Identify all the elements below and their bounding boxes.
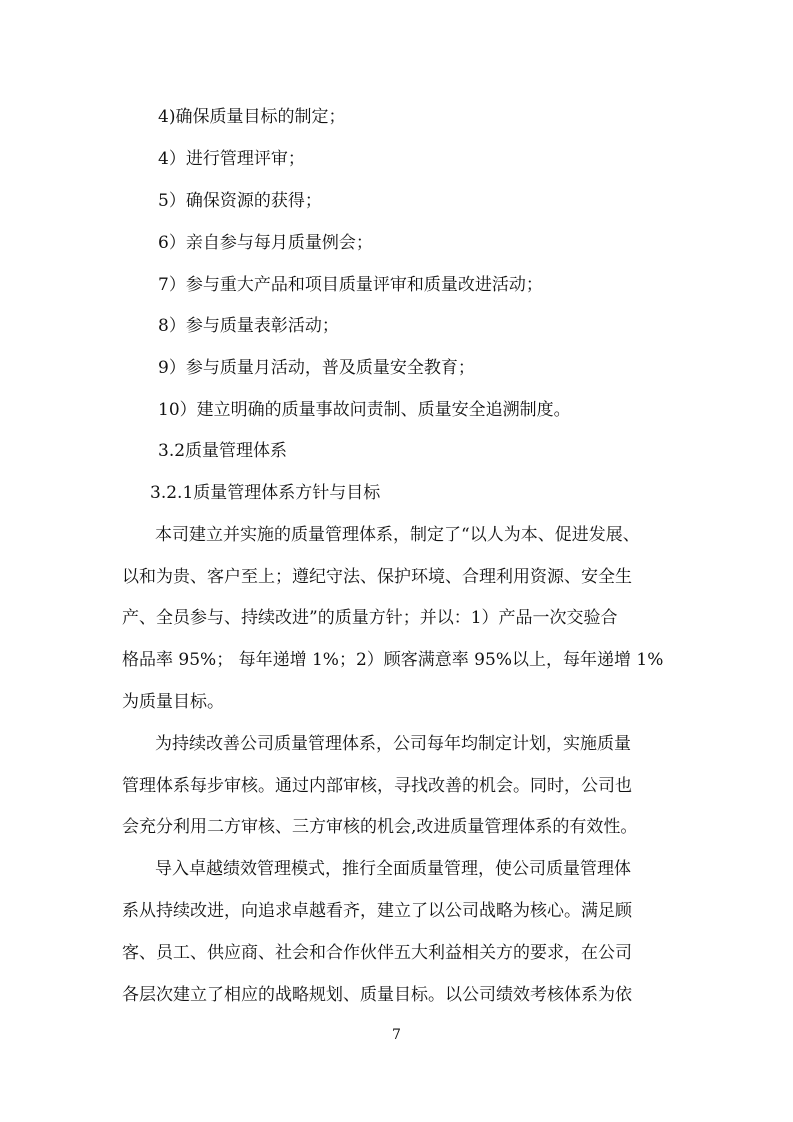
paragraph-2-line-3: 会充分利用二方审核、三方审核的机会,改进质量管理体系的有效性。 [122,817,638,837]
paragraph-3-line-3: 客、员工、供应商、社会和合作伙伴五大利益相关方的要求，在公司 [122,943,632,963]
list-item-2: 4）进行管理评审； [158,149,305,169]
paragraph-1-line-5: 为质量目标。 [122,692,224,712]
paragraph-2-line-1: 为持续改善公司质量管理体系，公司每年均制定计划，实施质量 [155,734,631,754]
paragraph-3-line-4: 各层次建立了相应的战略规划、质量目标。以公司绩效考核体系为依 [122,985,632,1005]
list-item-3: 5）确保资源的获得； [158,191,322,211]
paragraph-3-line-2: 系从持续改进，向追求卓越看齐，建立了以公司战略为核心。满足顾 [122,901,632,921]
paragraph-1-line-2: 以和为贵、客户至上；遵纪守法、保护环境、合理利用资源、安全生 [122,567,632,587]
list-item-6: 8）参与质量表彰活动； [158,316,339,336]
list-item-8: 10）建立明确的质量事故问责制、质量安全追溯制度。 [158,400,571,420]
page-number: 7 [392,1027,401,1043]
paragraph-1-line-1: 本司建立并实施的质量管理体系，制定了“以人为本、促进发展、 [155,525,640,545]
list-item-4: 6）亲自参与每月质量例会； [158,233,373,253]
list-item-1: 4)确保质量目标的制定； [158,107,346,127]
paragraph-1-line-4: 格品率 95%； 每年递增 1%；2）顾客满意率 95%以上，每年递增 1% [122,650,664,670]
list-item-7: 9）参与质量月活动，普及质量安全教育； [158,358,475,378]
section-heading: 3.2质量管理体系 [158,441,288,461]
subsection-heading: 3.2.1质量管理体系方针与目标 [150,483,381,503]
paragraph-2-line-2: 管理体系每步审核。通过内部审核，寻找改善的机会。同时，公司也 [122,776,632,796]
list-item-5: 7）参与重大产品和项目质量评审和质量改进活动； [158,275,543,295]
paragraph-3-line-1: 导入卓越绩效管理模式，推行全面质量管理，使公司质量管理体 [155,859,631,879]
paragraph-1-line-3: 产、全员参与、持续改进”的质量方针；并以：1）产品一次交验合 [122,608,618,628]
